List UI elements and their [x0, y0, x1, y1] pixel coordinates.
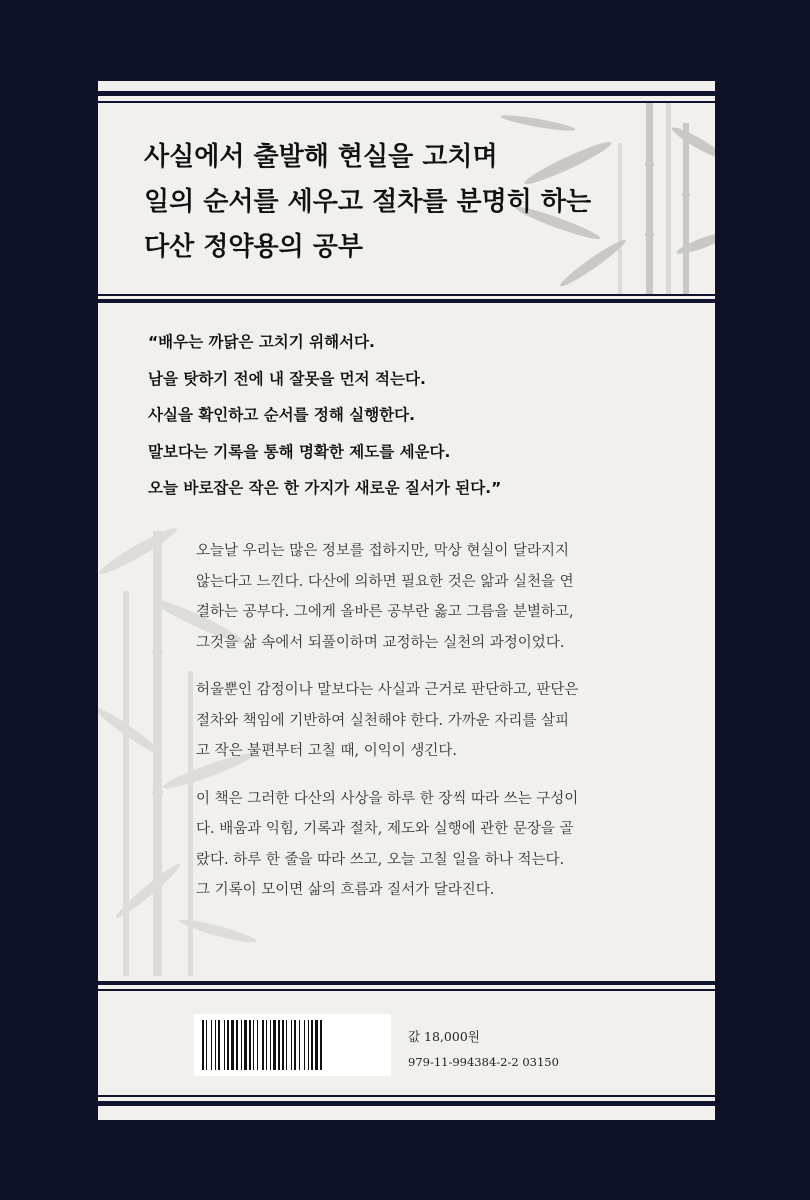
top-stripe-thick	[98, 91, 715, 96]
headline-line-2: 일의 순서를 세우고 절차를 분명히 하는	[144, 187, 592, 217]
isbn-label: 979-11-994384-2-2 03150	[408, 1055, 559, 1069]
headline	[144, 135, 704, 270]
headline-line-1: 사실에서 출발해 현실을 고치며	[144, 142, 498, 172]
paragraph-line: 않는다고 느낀다. 다산에 의하면 필요한 것은 앎과 실천을 연	[196, 573, 574, 590]
paragraph-2	[196, 675, 696, 767]
paragraph-line: 이 책은 그러한 다산의 사상을 하루 한 장씩 따라 쓰는 구성이	[196, 790, 579, 807]
paragraph-line: 그 기록이 모이면 삶의 흐름과 질서가 달라진다.	[196, 882, 495, 898]
barcode-icon	[194, 1014, 391, 1076]
paragraph-line: 랐다. 하루 한 줄을 따라 쓰고, 오늘 고칠 일을 하나 적는다.	[196, 851, 565, 868]
headline-line-3: 다산 정약용의 공부	[144, 232, 364, 262]
paragraph-line: 고 작은 불편부터 고칠 때, 이익이 생긴다.	[196, 743, 457, 759]
header-divider-thin	[98, 294, 715, 296]
quote-line: 말보다는 기록을 통해 명확한 제도를 세운다.	[148, 442, 451, 461]
body-text	[196, 536, 696, 923]
paragraph-3	[196, 784, 696, 906]
paragraph-line: 결하는 공부다. 그에게 올바른 공부란 옳고 그름을 분별하고,	[196, 604, 574, 620]
price-label: 값 18,000원	[408, 1029, 480, 1044]
paragraph-1	[196, 536, 696, 658]
header-divider-thick	[98, 299, 715, 303]
footer-divider-thin	[98, 989, 715, 991]
quote-line: 남을 탓하기 전에 내 잘못을 먼저 적는다.	[148, 369, 426, 388]
quote-line: 오늘 바로잡은 작은 한 가지가 새로운 질서가 된다.”	[148, 479, 502, 497]
paragraph-line: 오늘날 우리는 많은 정보를 접하지만, 막상 현실이 달라지지	[196, 543, 570, 559]
footer-divider-thick	[98, 981, 715, 985]
bottom-stripe-thick	[98, 1101, 715, 1106]
quote-block	[148, 324, 708, 507]
paragraph-line: 다. 배움과 익힘, 기록과 절차, 제도와 실행에 관한 문장을 골	[196, 821, 574, 837]
bottom-stripe-thin	[98, 1095, 715, 1097]
barcode	[194, 1014, 391, 1076]
quote-line: “배우는 까닭은 고치기 위해서다.	[148, 333, 375, 351]
paragraph-line: 허울뿐인 감정이나 말보다는 사실과 근거로 판단하고, 판단은	[196, 682, 579, 698]
paragraph-line: 절차와 책임에 기반하여 실천해야 한다. 가까운 자리를 살피	[196, 712, 570, 729]
quote-line: 사실을 확인하고 순서를 정해 실행한다.	[148, 406, 416, 424]
back-cover	[98, 81, 715, 1120]
paragraph-line: 그것을 삶 속에서 되풀이하며 교정하는 실천의 과정이었다.	[196, 634, 565, 651]
